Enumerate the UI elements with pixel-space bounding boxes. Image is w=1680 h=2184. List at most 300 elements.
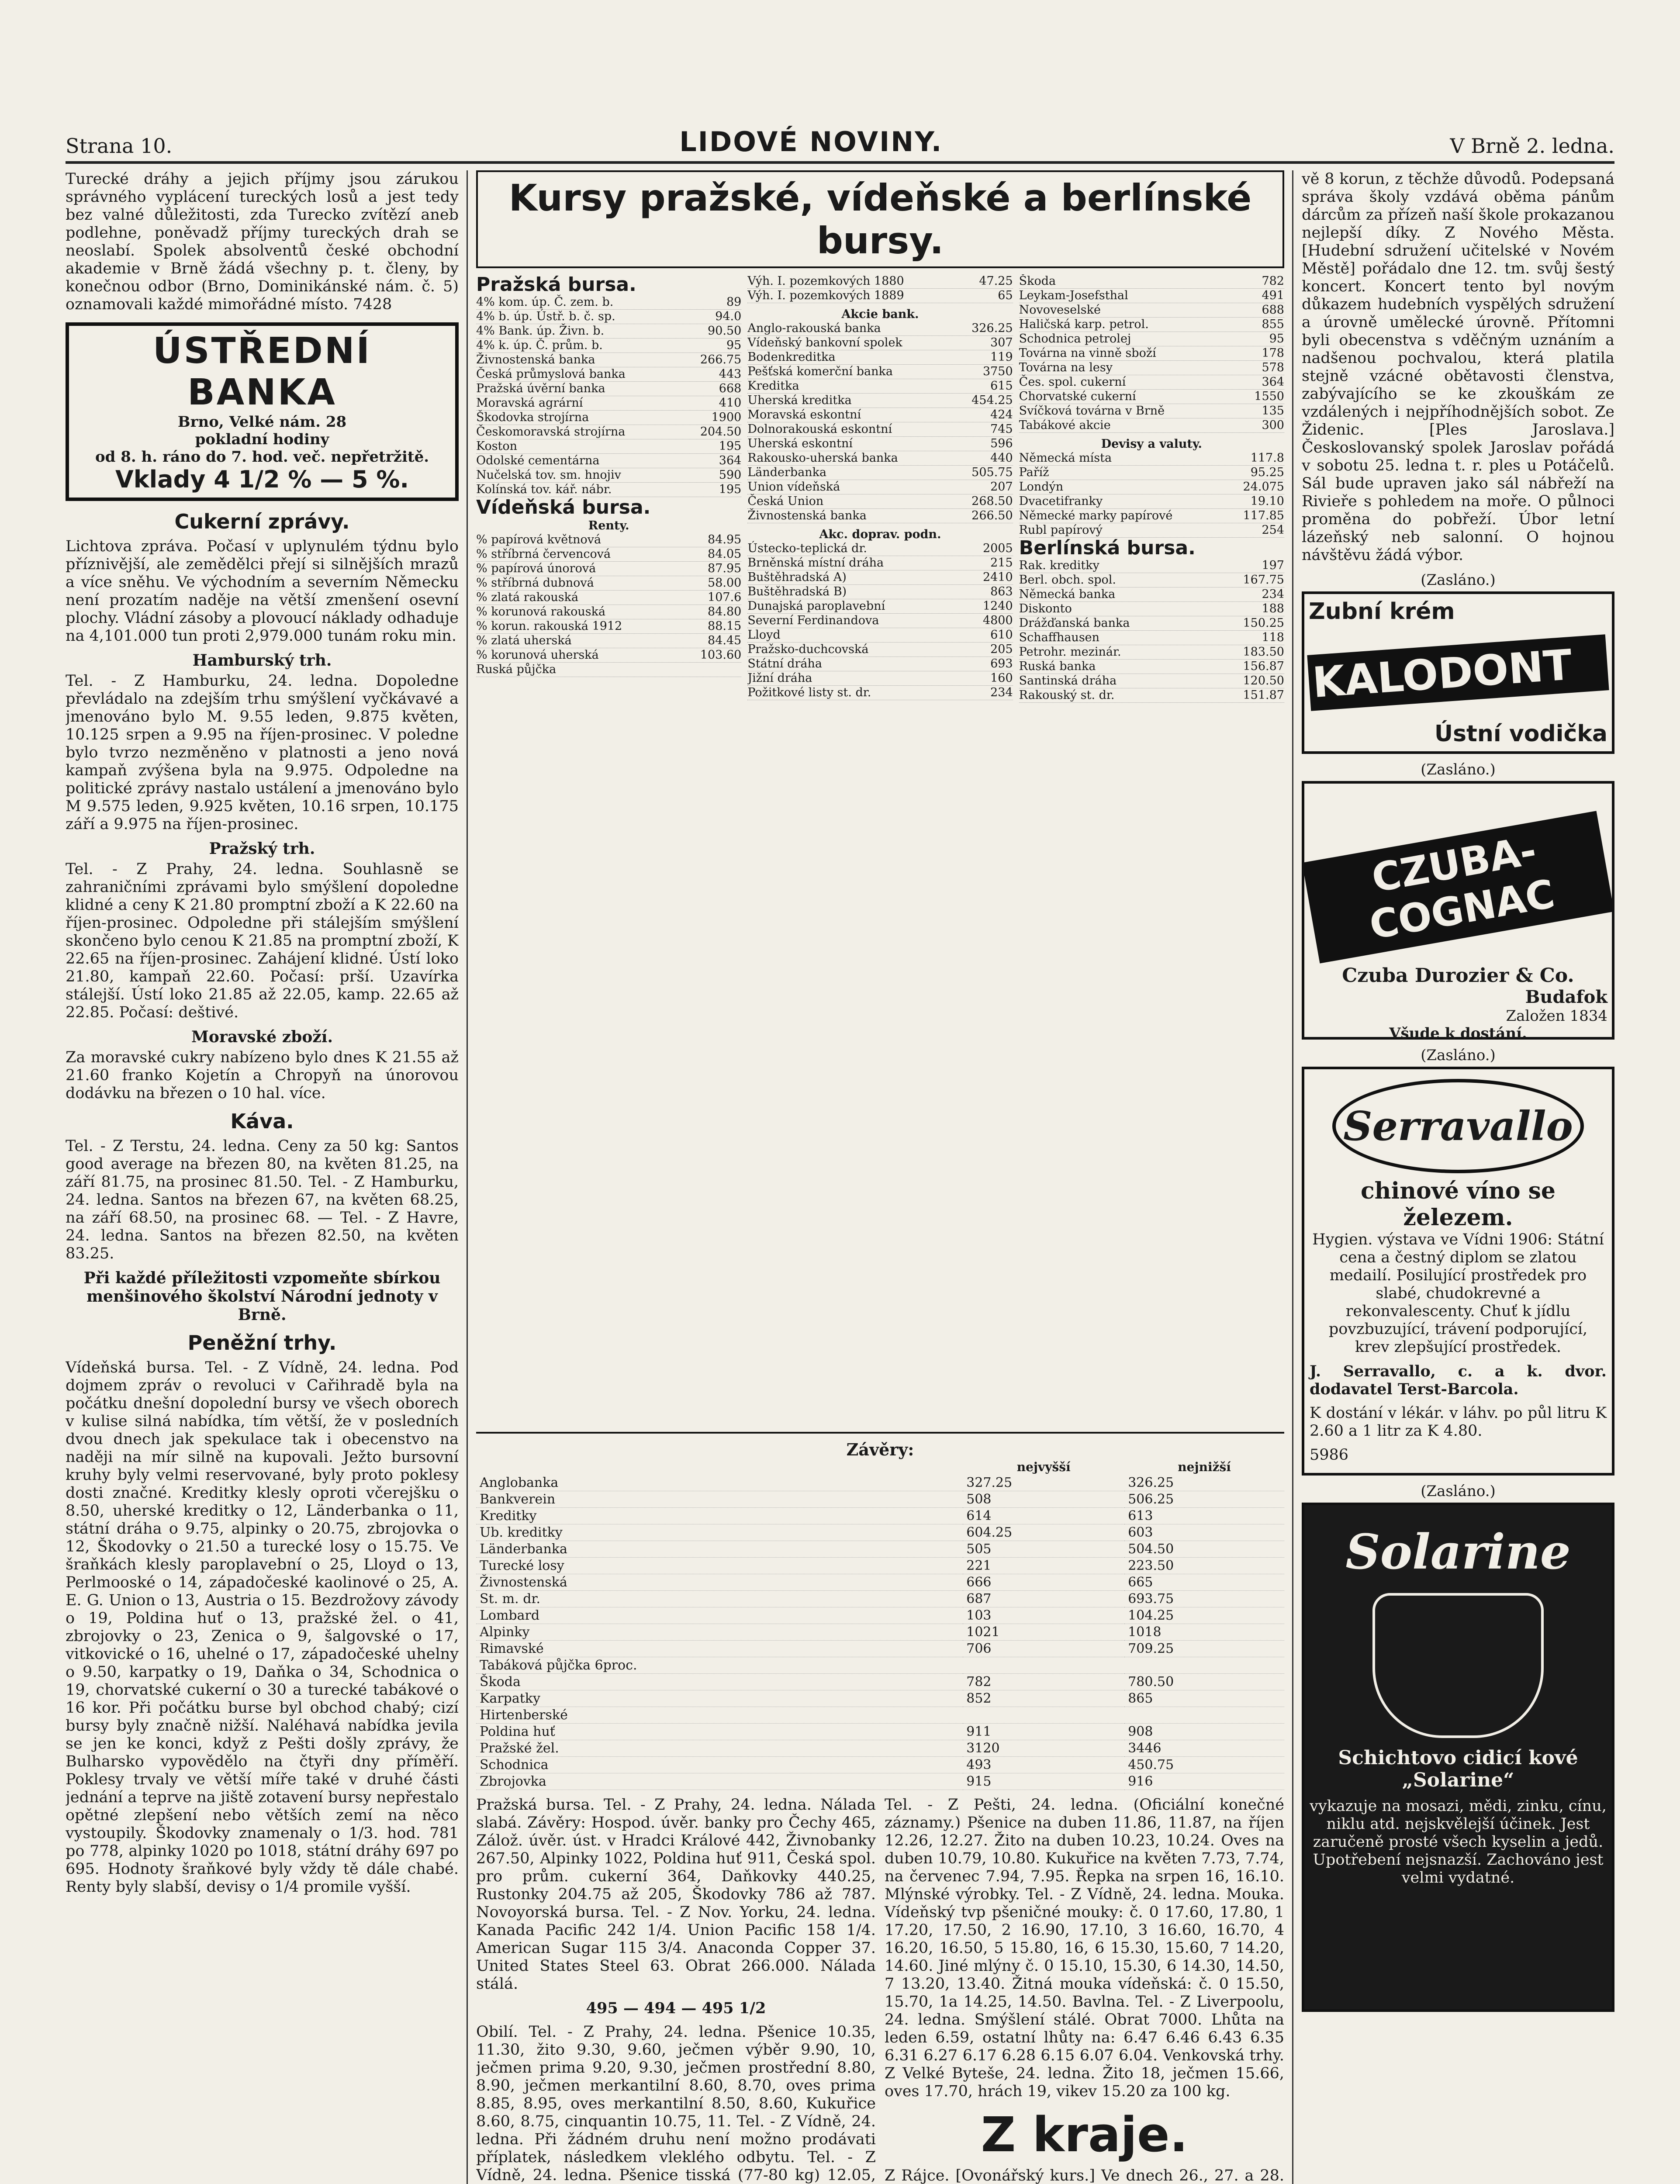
row-label: % korunová uherská: [476, 648, 599, 662]
row-value: 855: [1262, 318, 1284, 331]
appeal-notice: Při každé příležitosti vzpomeňte sbírkou menšinového školství Národní jednoty v Brně.: [83, 1269, 441, 1324]
row-label: Požitkové listy st. dr.: [747, 686, 871, 699]
row-label: Buštěhradská A): [747, 570, 847, 584]
table-row: [747, 451, 1013, 466]
ratio-line: 495 — 494 — 495 1/2: [586, 1999, 766, 2017]
table-row: [747, 542, 1013, 556]
row-label: Schaffhausen: [1019, 631, 1100, 644]
row-value: 424: [990, 408, 1013, 422]
row-value: 118: [1262, 631, 1284, 644]
row-value: 234: [990, 686, 1013, 699]
table-row: [747, 336, 1013, 350]
row-value: 668: [719, 382, 742, 395]
row-value: 688: [1262, 303, 1284, 317]
table-row: [476, 454, 741, 468]
row-label: Svíčková továrna v Brně: [1019, 404, 1165, 418]
row-value: 87.95: [708, 562, 742, 575]
table-cell: 687: [963, 1591, 1124, 1607]
ad-firm: Czuba Durozier & Co.: [1342, 964, 1574, 987]
table-row: [1019, 318, 1284, 332]
table-section: Renty.: [588, 519, 629, 532]
table-cell: 326.25: [1124, 1475, 1284, 1491]
table-row: [1019, 346, 1284, 361]
table-row: [476, 1757, 1284, 1773]
table-row: [476, 1541, 1284, 1558]
table-cell: Zbrojovka: [476, 1773, 963, 1790]
row-label: % korun. rakouská 1912: [476, 619, 622, 633]
table-cell: 604.25: [963, 1524, 1124, 1541]
section-text: Vídeňská bursa. Tel. - Z Vídně, 24. ledna. Pod dojmem zpráv o revoluci v Cařihradě byla na počátku dnešní dopolední bursy ve všech oborech v kulise silná nabídka, tím větší, že v posledních dvou dnech jak spekulace tak i obecenstvo na naději na mír silně na kupovali. Ježto bursovní kruhy byly velmi reservované, byly proto poklesy dosti značné. Kreditky klesly oproti včerejšku o 8.50, uherské kreditky o 12, Länderbanka o 11, státní dráha o 9.75, alpinky o 20.75, zbrojovka o 12, Škodovky o 21.50 a turecké losy o 15.75. Ve šraňkách klesly paroplavební o 25, Lloyd o 13, Perlmooské o 14, západočeské kaolinové o 25, A. E. G. Union o 13, Austria o 15. Bezdrožovy závody o 19, Poldina huť o 13, pražské žel. o 41, zbrojovky o 23, Zenica o 9, šalgovské o 17, vitkovické o 16, uhelné o 17, západočeské uhelny o 9.50, karpatky o 19, Daňka o 34, Schodnica o 19, chorvatské cukerní o 30 a turecké tabákové o 16 kor. Při počátku burse byl obchod chabý; cizí bursy byly značně nižší. Naléhavá nabídka jevila se jen ke konci, když z Pešti došly zprávy, že Bulharsko vypovědělo na čtyři dny příměří. Poklesy trvaly ve větší míře také v druhé části jednání a teprve na jiště zotavení bursy nepřestalo opětné zlepšení nebo větších zemí na něco vystoupily. Škodovky znamenaly o 1/3. hod. 781 po 778, alpinky 1020 po 1018, státní dráhy 697 po 695. Hodnoty šraňkové byly vždy tě dále chabé. Renty byly slabší, devisy o 1/4 promile vyšší.: [66, 1359, 459, 1896]
row-label: Koston: [476, 439, 518, 453]
table-row: [1019, 688, 1284, 703]
row-label: Pešťská komerční banka: [747, 365, 893, 378]
table-row: [747, 657, 1013, 671]
table-cell: Škoda: [476, 1674, 963, 1690]
table-row: [1019, 332, 1284, 346]
row-label: % papírová květnová: [476, 533, 601, 546]
row-value: 88.15: [708, 619, 742, 633]
row-label: 4% k. úp. Č. prům. b.: [476, 339, 603, 352]
column-rule: [1292, 170, 1293, 2184]
row-label: Česká Union: [747, 494, 824, 508]
exchange-tables: [476, 274, 1284, 1434]
table-cell: 693.75: [1124, 1591, 1284, 1607]
row-value: 491: [1262, 289, 1284, 302]
table-cell: Schodnica: [476, 1757, 963, 1773]
row-label: Pražsko-duchcovská: [747, 643, 869, 656]
intro-text: Turecké dráhy a jejich příjmy jsou zárukou správného vyplácení tureckých losů a jest tedy bez valné důležitosti, zda Turecko zvítězí aneb podlehne, poněvadž příjmy tureckých drah se neoslabí. Spolek absolventů české obchodní akademie v Brně žádá všechny p. t. členy, by konečnou odbor (Brno, Dominikánské nám. č. 5) oznamovali každé mimořádné místo. 7428: [66, 170, 459, 313]
table-row: [747, 289, 1013, 303]
exchange-headline: Kursy pražské, vídeňské a berlínské bursy.: [476, 170, 1284, 268]
table-row: [1019, 523, 1284, 538]
table-row: [476, 1674, 1284, 1690]
row-label: Pražská úvěrní banka: [476, 382, 605, 395]
row-label: 4% kom. úp. Č. zem. b.: [476, 295, 614, 309]
row-value: 24.075: [1243, 480, 1284, 494]
row-label: Vídeňský bankovní spolek: [747, 336, 902, 349]
row-value: 863: [990, 585, 1013, 598]
table-cell: 915: [963, 1773, 1124, 1790]
section-heading: Peněžní trhy.: [187, 1331, 337, 1355]
table-cell: 1021: [963, 1624, 1124, 1641]
table-row: [476, 1740, 1284, 1757]
row-value: 205: [990, 643, 1013, 656]
row-label: Lloyd: [747, 628, 781, 642]
row-label: Petrohr. mezinár.: [1019, 645, 1121, 659]
prague-exchange-table: [476, 274, 741, 1432]
row-value: 215: [990, 556, 1013, 570]
row-label: Dolnorakouská eskontní: [747, 422, 892, 436]
row-label: Škodovka strojírna: [476, 411, 589, 424]
ad-brand: Solarine: [1345, 1524, 1571, 1580]
section-heading: Hamburský trh.: [192, 651, 332, 670]
solarine-ad: [1302, 1503, 1614, 2012]
table-row: [476, 634, 741, 648]
row-label: % zlatá rakouská: [476, 591, 579, 604]
table-row: [476, 1657, 1284, 1674]
table-row: [476, 533, 741, 547]
row-value: 207: [990, 480, 1013, 494]
table-row: [747, 614, 1013, 628]
table-row: [476, 1773, 1284, 1790]
table-cell: Kreditky: [476, 1508, 963, 1524]
serravallo-ad: [1302, 1067, 1614, 1476]
table-row: [476, 1491, 1284, 1508]
ad-title: Schichtovo cidicí kové „Solarine“: [1338, 1747, 1578, 1791]
page-number: Strana 10.: [66, 134, 173, 158]
table-row: [1019, 602, 1284, 616]
table-row: [747, 599, 1013, 614]
row-label: Rak. kreditky: [1019, 559, 1099, 572]
row-value: 150.25: [1243, 616, 1284, 630]
row-value: 1550: [1254, 390, 1284, 403]
table-cell: 504.50: [1124, 1541, 1284, 1558]
column-header: nejnižší: [1178, 1460, 1231, 1474]
table-row: [476, 483, 741, 497]
table-row: [1019, 480, 1284, 494]
table-cell: 505: [963, 1541, 1124, 1558]
table-row: [476, 1508, 1284, 1524]
regional-headline: Z kraje.: [981, 2107, 1188, 2163]
row-value: 590: [719, 468, 742, 482]
table-cell: Ub. kreditky: [476, 1524, 963, 1541]
column-rule: [467, 170, 468, 2184]
row-value: 1240: [982, 599, 1013, 613]
ad-bottom: Ústní vodička: [1434, 721, 1607, 747]
row-label: Živnostenská banka: [476, 353, 595, 366]
table-cell: 3120: [963, 1740, 1124, 1757]
row-value: 745: [990, 422, 1013, 436]
row-label: Výh. I. pozemkových 1889: [747, 289, 904, 302]
closing-table: [476, 1459, 1284, 1790]
table-cell: [963, 1707, 1124, 1724]
table-cell: 780.50: [1124, 1674, 1284, 1690]
table-row: [747, 321, 1013, 336]
row-value: 117.8: [1250, 451, 1284, 465]
ad-year: Založen 1834: [1506, 1007, 1607, 1025]
table-cell: 852: [963, 1690, 1124, 1707]
table-cell: 103: [963, 1607, 1124, 1624]
row-value: 4800: [982, 614, 1013, 627]
table-row: [476, 591, 741, 605]
market-text: Pražská bursa. Tel. - Z Prahy, 24. ledna. Nálada slabá. Závěry: Hospod. úvěr. banky pro Čechy 465, Zálož. úvěr. úst. v Hradci Králové 442, Živnobanky 267.50, Alpinky 1022, Poldina huť 911, Česká spol. pro prům. cukerní 364, Daňkovky 440.25, Rustonky 204.75 až 205, Škodovky 786 až 787. Novoyorská bursa. Tel. - Z Nov. Yorku, 24. ledna. Kanada Pacific 242 1/4. Union Pacific 158 1/4. American Sugar 115 3/4. Anaconda Copper 37. United States Steel 63. Obrat 266.000. Nálada stálá.: [476, 1796, 876, 1993]
paper-title: LIDOVÉ NOVINY.: [679, 126, 943, 158]
table-row: [1019, 361, 1284, 375]
table-row: [747, 643, 1013, 657]
row-value: 84.45: [708, 634, 742, 647]
section-heading: Cukerní zprávy.: [174, 510, 350, 533]
table-row: [476, 576, 741, 591]
table-cell: Anglobanka: [476, 1475, 963, 1491]
row-label: % stříbrná dubnová: [476, 576, 594, 590]
table-row: [476, 1641, 1284, 1657]
row-value: 3750: [982, 365, 1013, 378]
industrial-table: [1019, 274, 1284, 1432]
row-label: 4% b. úp. Ústř. b. č. sp.: [476, 310, 615, 323]
row-value: 95: [1269, 332, 1284, 346]
table-row: [1019, 274, 1284, 289]
table-row: [747, 671, 1013, 686]
table-cell: 911: [963, 1724, 1124, 1740]
bank-name: ÚSTŘEDNÍ BANKA: [153, 330, 371, 413]
table-row: [476, 1624, 1284, 1641]
section-text: Za moravské cukry nabízeno bylo dnes K 21.55 až 21.60 franko Kojetín a Chropyň na únorovou dodávku na březen o 10 hal. více.: [66, 1049, 459, 1102]
row-value: 188: [1262, 602, 1284, 615]
table-row: [747, 628, 1013, 643]
row-value: 84.05: [708, 547, 742, 561]
table-row: [1019, 674, 1284, 688]
row-label: Länderbanka: [747, 466, 827, 479]
table-cell: Pražské žel.: [476, 1740, 963, 1757]
table-cell: 3446: [1124, 1740, 1284, 1757]
table-row: [1019, 509, 1284, 523]
table-cell: Bankverein: [476, 1491, 963, 1508]
ship-illustration: [1372, 1593, 1544, 1738]
table-row: [747, 686, 1013, 700]
table-row: [1019, 559, 1284, 573]
table-row: [476, 1724, 1284, 1740]
table-row: [1019, 390, 1284, 404]
row-label: Českomoravská strojírna: [476, 425, 626, 439]
table-cell: 508: [963, 1491, 1124, 1508]
closing-prices: [476, 1440, 1284, 1790]
row-label: Novoveselské: [1019, 303, 1101, 317]
table-cell: 666: [963, 1574, 1124, 1591]
row-label: 4% Bank. úp. Živn. b.: [476, 324, 605, 338]
row-value: 326.25: [971, 321, 1013, 335]
table-row: [1019, 587, 1284, 602]
bank-deposits: Vklady 4 1/2 % — 5 %.: [115, 466, 409, 493]
ad-brand: Serravallo: [1332, 1079, 1584, 1173]
row-label: Anglo-rakouská banka: [747, 321, 881, 335]
table-row: [747, 350, 1013, 365]
table-row: [747, 274, 1013, 289]
table-row: [747, 480, 1013, 494]
row-value: 578: [1262, 361, 1284, 374]
row-value: 364: [719, 454, 742, 467]
row-label: Moravská eskontní: [747, 408, 861, 422]
table-cell: Hirtenberské: [476, 1707, 963, 1724]
ad-place: Budafok: [1525, 987, 1607, 1007]
row-value: 197: [1262, 559, 1284, 572]
table-row: [476, 382, 741, 396]
row-label: Severní Ferdinandova: [747, 614, 879, 627]
table-cell: Länderbanka: [476, 1541, 963, 1558]
row-label: Leykam-Josefsthal: [1019, 289, 1128, 302]
row-label: Ruská banka: [1019, 660, 1096, 673]
row-label: Schodnica petrolej: [1019, 332, 1131, 346]
table-cell: Lombard: [476, 1607, 963, 1624]
table-row: [476, 339, 741, 353]
table-row: [476, 619, 741, 634]
row-value: 254: [1262, 523, 1284, 537]
table-cell: 450.75: [1124, 1757, 1284, 1773]
section-text: Tel. - Z Terstu, 24. ledna. Ceny za 50 kg: Santos good average na březen 80, na květen 81.25, na září 81.75, na prosinec 81.50. Tel. - Z Hamburku, 24. ledna. Santos na březen 67, na květen 68.25, na září 68.50, na prosinec 68. — Tel. - Z Havre, 24. ledna. Santos na březen 82.50, na květen 83.25.: [66, 1137, 459, 1262]
row-label: Jižní dráha: [747, 671, 812, 685]
table-row: [476, 1591, 1284, 1607]
row-value: 300: [1262, 418, 1284, 432]
row-label: Škoda: [1019, 274, 1056, 288]
closing-title: Závěry:: [846, 1440, 914, 1459]
table-row: [476, 1707, 1284, 1724]
row-value: 117.85: [1243, 509, 1284, 522]
table-row: [1019, 660, 1284, 674]
sent-label: (Zasláno.): [1421, 571, 1496, 589]
ad-maker: J. Serravallo, c. a k. dvor. dodavatel Terst-Barcola.: [1310, 1362, 1607, 1398]
table-cell: 908: [1124, 1724, 1284, 1740]
row-value: 693: [990, 657, 1013, 670]
row-value: 782: [1262, 274, 1284, 288]
row-label: Tabákové akcie: [1019, 418, 1111, 432]
table-cell: Turecké losy: [476, 1558, 963, 1574]
table-cell: 1018: [1124, 1624, 1284, 1641]
table-cell: 104.25: [1124, 1607, 1284, 1624]
row-label: % papírová únorová: [476, 562, 596, 575]
row-label: Buštěhradská B): [747, 585, 847, 598]
table-cell: Poldina huť: [476, 1724, 963, 1740]
table-row: [747, 394, 1013, 408]
row-label: Paříž: [1019, 466, 1049, 479]
table-row: [476, 367, 741, 382]
row-value: 307: [990, 336, 1013, 349]
sent-label: (Zasláno.): [1421, 761, 1496, 778]
row-label: Drážďanská banka: [1019, 616, 1130, 630]
table-cell: 223.50: [1124, 1558, 1284, 1574]
ad-text: vykazuje na mosazi, mědi, zinku, cínu, niklu atd. nejskvělejší účinek. Jest zaručeně prosté všech kyselin a jedů. Upotřebení nejsnazší. Zachováno jest velmi vydatné.: [1310, 1797, 1607, 1887]
row-value: 410: [719, 396, 742, 410]
table-row: [476, 562, 741, 576]
ad-price: K dostání v lékár. v láhv. po půl litru K 2.60 a 1 litr za K 4.80.: [1310, 1404, 1607, 1440]
row-label: Dvacetifranky: [1019, 494, 1103, 508]
table-row: [476, 1574, 1284, 1591]
row-label: Ústecko-teplická dr.: [747, 542, 867, 555]
table-row: [476, 425, 741, 439]
row-label: Moravská agrární: [476, 396, 583, 410]
table-cell: 782: [963, 1674, 1124, 1690]
section-text: Tel. - Z Hamburku, 24. ledna. Dopoledne převládalo na zdejším trhu smýšlení vyčkávavé a jmenováno bylo M. 9.55 leden, 9.875 květen, 10.125 srpen a 9.95 na říjen-prosinec. V poledne bylo tvrzo nezměněno v platnosti a jeno nová kampaň zvýšena byla na 9.975. Odpoledne na politické zprávy nastalo ustálení a jmenováno bylo M 9.575 leden, 9.925 květen, 10.16 srpen, 10.175 září a 9.975 na říjen-prosinec.: [66, 672, 459, 833]
issue-date: V Brně 2. ledna.: [1450, 134, 1614, 158]
table-row: [747, 365, 1013, 379]
table-cell: St. m. dr.: [476, 1591, 963, 1607]
row-label: Odolské cementárna: [476, 454, 600, 467]
section-text: Tel. - Z Prahy, 24. ledna. Souhlasně se zahraničními zprávami bylo smýšlení dopoledne klidné a ceny K 21.80 promptní zboží a K 22.60 na říjen-prosinec. Odpoledne při stálejším smýšlení skončeno bylo cenou K 21.85 na promptní zboží, K 22.65 na říjen-prosinec. Zahájení klidné. Ústí loko 21.80, kampaň 22.60. Počasí: prší. Uzavírka stálejší. Ústí loko 21.85 až 22.05, kamp. 22.65 až 22.85. Počasí: deštivé.: [66, 860, 459, 1021]
table-cell: [963, 1657, 1124, 1674]
section-heading: Pražský trh.: [209, 840, 315, 858]
table-title: Berlínská bursa.: [1019, 537, 1196, 559]
row-label: Kreditka: [747, 379, 799, 393]
row-value: 364: [1262, 375, 1284, 389]
ad-top: Zubní krém: [1309, 598, 1455, 625]
sent-label: (Zasláno.): [1421, 1482, 1496, 1500]
column-3: [1302, 170, 1614, 2184]
row-value: 178: [1262, 346, 1284, 360]
row-value: 183.50: [1243, 645, 1284, 659]
row-label: Haličská karp. petrol.: [1019, 318, 1149, 331]
row-label: Uherská kreditka: [747, 394, 852, 407]
table-row: [476, 468, 741, 483]
bank-address: Brno, Velké nám. 28: [177, 413, 347, 431]
sent-label: (Zasláno.): [1421, 1047, 1496, 1064]
row-value: 95.25: [1250, 466, 1284, 479]
row-value: 195: [719, 439, 742, 453]
table-row: [476, 295, 741, 310]
table-row: [476, 411, 741, 425]
row-value: 84.80: [708, 605, 742, 619]
table-section: Akcie bank.: [841, 308, 919, 321]
table-cell: 665: [1124, 1574, 1284, 1591]
row-label: Továrna na vinně sboží: [1019, 346, 1156, 360]
row-value: 135: [1262, 404, 1284, 418]
row-value: 2005: [982, 542, 1013, 555]
table-row: [476, 1524, 1284, 1541]
section-heading: Moravské zboží.: [191, 1028, 333, 1046]
row-label: Ruská půjčka: [476, 663, 557, 676]
row-label: Rubl papírový: [1019, 523, 1103, 537]
table-row: [1019, 375, 1284, 390]
row-label: Nučelská tov. sm. hnojiv: [476, 468, 621, 482]
row-value: 615: [990, 379, 1013, 393]
table-section: Akc. doprav. podn.: [819, 528, 941, 541]
row-value: 204.50: [700, 425, 742, 439]
row-value: 443: [719, 367, 742, 381]
table-row: [476, 1558, 1284, 1574]
table-cell: 493: [963, 1757, 1124, 1773]
row-value: 1900: [711, 411, 742, 424]
market-text: Tel. - Z Pešti, 24. ledna. (Oficiální konečné záznamy.) Pšenice na duben 11.86, 11.87, na říjen 12.26, 12.27. Žito na duben 10.23, 10.24. Oves na duben 10.79, 10.80. Kukuřice na květen 7.73, 7.74, na červenec 7.94, 7.95. Řepka na srpen 16, 16.10. Mlýnské výrobky. Tel. - Z Vídně, 24. ledna. Mouka. Vídeňský tvp pšeničné mouky: č. 0 17.60, 17.80, 1 17.20, 17.50, 2 16.90, 17.10, 3 16.60, 16.70, 4 16.20, 16.50, 5 15.80, 16, 6 15.30, 15.60, 7 14.20, 14.60. Jiné mlýny č. 0 15.10, 15.30, 6 14.30, 14.50, 7 13.20, 13.40. Žitná mouka vídeňská: č. 0 15.50, 15.70, 1a 14.25, 14.50. Bavlna. Tel. - Z Liverpoolu, 24. ledna. Smýšlení stálé. Obrat 7000. Lhůta na leden 6.59, ostatní lhůty na: 6.47 6.46 6.43 6.35 6.31 6.27 6.17 6.28 6.15 6.07 6.04. Venkovská trhy. Z Velké Byteše, 24. ledna. Žito 18, ječmen 15.66, oves 17.70, hrách 19, vikev 15.20 za 100 kg.: [885, 1796, 1284, 2100]
table-cell: Alpinky: [476, 1624, 963, 1641]
table-cell: Karpatky: [476, 1690, 963, 1707]
table-cell: 865: [1124, 1690, 1284, 1707]
row-label: Česká průmyslová banka: [476, 367, 626, 381]
table-cell: 916: [1124, 1773, 1284, 1790]
row-label: Výh. I. pozemkových 1880: [747, 274, 904, 288]
bank-hours-label: pokladní hodiny: [195, 431, 329, 448]
table-row: [476, 396, 741, 411]
section-text: Lichtova zpráva. Počasí v uplynulém týdnu bylo příznivější, ale zemědělci přejí si silnějších mrazů a více sněhu. Ve východním a severním Německu není prozatím naděje na větší zmenšení osevní plochy. Vládní zásoby a plovoucí náklady odhaduje na 4,101.000 tun proti 2,979.000 tunám roku min.: [66, 538, 459, 645]
row-label: Čes. spol. cukerní: [1019, 375, 1126, 389]
table-row: [747, 408, 1013, 422]
row-value: 234: [1262, 587, 1284, 601]
table-cell: 221: [963, 1558, 1124, 1574]
row-label: Bodenkreditka: [747, 350, 836, 364]
row-label: Dunajská paroplavební: [747, 599, 885, 613]
row-value: 65: [998, 289, 1013, 302]
table-row: [747, 570, 1013, 585]
row-label: % korunová rakouská: [476, 605, 606, 619]
row-value: 58.00: [708, 576, 742, 590]
row-value: 84.95: [708, 533, 742, 546]
table-row: [747, 509, 1013, 523]
section-heading: Káva.: [230, 1109, 294, 1133]
ad-text: Hygien. výstava ve Vídni 1906: Státní cena a čestný diplom se zlatou medailí. Posilující prostředek pro slabé, chudokrevné a rekonvalescenty. Chuť k jídlu povzbuzující, trávení podporující, krev zlepšující prostředek.: [1312, 1231, 1604, 1356]
table-row: [1019, 418, 1284, 433]
row-value: 505.75: [971, 466, 1013, 479]
row-label: Berl. obch. spol.: [1019, 573, 1117, 587]
ustredni-banka-ad: [66, 322, 459, 501]
newspaper-page: [66, 126, 1614, 2184]
row-label: Kolínská tov. kář. nábr.: [476, 483, 612, 496]
table-row: [1019, 645, 1284, 660]
regional-text: Z Rájce. [Ovonářský kurs.] Ve dnech 26., 27. a 28.: [885, 2167, 1284, 2184]
table-row: [1019, 303, 1284, 318]
table-row: [476, 663, 741, 677]
table-cell: 506.25: [1124, 1491, 1284, 1508]
table-row: [476, 353, 741, 367]
row-value: 440: [990, 451, 1013, 465]
table-row: [1019, 404, 1284, 418]
row-label: Německá banka: [1019, 587, 1116, 601]
table-title: Pražská bursa.: [476, 274, 636, 296]
